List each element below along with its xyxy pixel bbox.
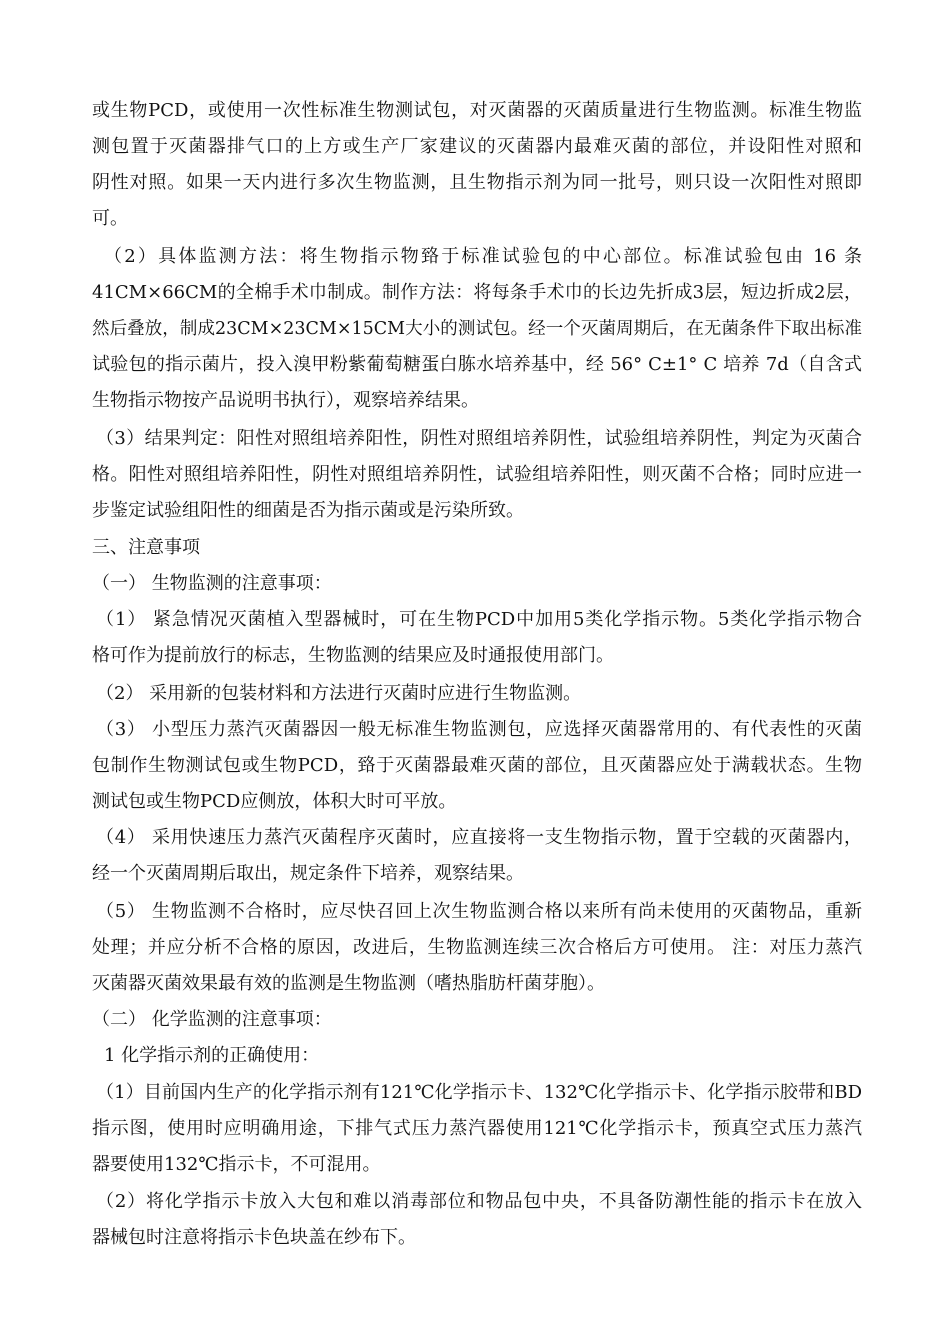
text-line: 然后叠放，制成23CM×23CM×15CM大小的测试包。经一个灭菌周期后，在无菌条件下取出标准 <box>92 319 862 339</box>
text-line: （2）具体监测方法：将生物指示物臵于标准试验包的中心部位。标准试验包由 16 条 <box>104 246 862 267</box>
text-line: 可。 <box>92 208 128 229</box>
text-line: （1）目前国内生产的化学指示剂有121℃化学指示卡、132℃化学指示卡、化学指示胶带和BD <box>96 1082 862 1103</box>
text-line: （5） 生物监测不合格时，应尽快召回上次生物监测合格以来所有尚未使用的灭菌物品，重新 <box>96 901 862 922</box>
text-line: （2）将化学指示卡放入大包和难以消毒部位和物品包中央，不具备防潮性能的指示卡在放入 <box>96 1191 862 1212</box>
text-line: 测包置于灭菌器排气口的上方或生产厂家建议的灭菌器内最难灭菌的部位，并设阳性对照和 <box>92 136 862 157</box>
text-line: （1） 紧急情况灭菌植入型器械时，可在生物PCD中加用5类化学指示物。5类化学指示物合 <box>96 609 862 630</box>
text-line: 器械包时注意将指示卡色块盖在纱布下。 <box>92 1227 416 1248</box>
text-line: 生物指示物按产品说明书执行），观察培养结果。 <box>92 390 479 411</box>
text-line: 经一个灭菌周期后取出，规定条件下培养，观察结果。 <box>92 863 524 884</box>
text-line: 灭菌器灭菌效果最有效的监测是生物监测（嗜热脂肪杆菌芽胞）。 <box>92 973 605 994</box>
text-line: 1 化学指示剂的正确使用： <box>104 1045 320 1066</box>
subsection-heading: （二） 化学监测的注意事项： <box>92 1009 332 1030</box>
subsection-heading: （一） 生物监测的注意事项： <box>92 573 332 594</box>
text-line: （3） 小型压力蒸汽灭菌器因一般无标准生物监测包，应选择灭菌器常用的、有代表性的灭菌 <box>96 719 862 740</box>
text-line: 指示图，使用时应明确用途，下排气式压力蒸汽器使用121℃化学指示卡，预真空式压力蒸汽 <box>92 1118 862 1139</box>
text-line: 测试包或生物PCD应侧放，体积大时可平放。 <box>92 791 457 812</box>
text-line: （3）结果判定：阳性对照组培养阳性，阴性对照组培养阴性，试验组培养阴性，判定为灭菌合 <box>96 428 862 449</box>
text-line: 处理；并应分析不合格的原因，改进后，生物监测连续三次合格后方可使用。 注：对压力蒸汽 <box>92 937 862 958</box>
text-line: 或生物PCD，或使用一次性标准生物测试包，对灭菌器的灭菌质量进行生物监测。标准生物监 <box>92 100 862 121</box>
text-line: 试验包的指示菌片，投入溴甲粉紫葡萄糖蛋白胨水培养基中，经 56° C±1° C 培养 7d（自含式 <box>92 354 862 375</box>
text-line: 41CM×66CM的全棉手术巾制成。制作方法：将每条手术巾的长边先折成3层，短边折成2层， <box>92 282 862 303</box>
text-line: （2） 采用新的包装材料和方法进行灭菌时应进行生物监测。 <box>96 683 582 704</box>
text-line: 器要使用132℃指示卡，不可混用。 <box>92 1154 381 1175</box>
text-line: （4） 采用快速压力蒸汽灭菌程序灭菌时，应直接将一支生物指示物，置于空载的灭菌器内， <box>96 827 862 848</box>
section-heading: 三、注意事项 <box>92 537 200 558</box>
text-line: 格。阳性对照组培养阳性，阴性对照组培养阴性，试验组培养阳性，则灭菌不合格；同时应进一 <box>92 464 862 485</box>
text-line: 包制作生物测试包或生物PCD，臵于灭菌器最难灭菌的部位，且灭菌器应处于满载状态。生物 <box>92 755 862 776</box>
text-line: 格可作为提前放行的标志，生物监测的结果应及时通报使用部门。 <box>92 645 614 666</box>
text-line: 步鉴定试验组阳性的细菌是否为指示菌或是污染所致。 <box>92 500 524 521</box>
text-line: 阴性对照。如果一天内进行多次生物监测，且生物指示剂为同一批号，则只设一次阳性对照即 <box>92 172 862 193</box>
